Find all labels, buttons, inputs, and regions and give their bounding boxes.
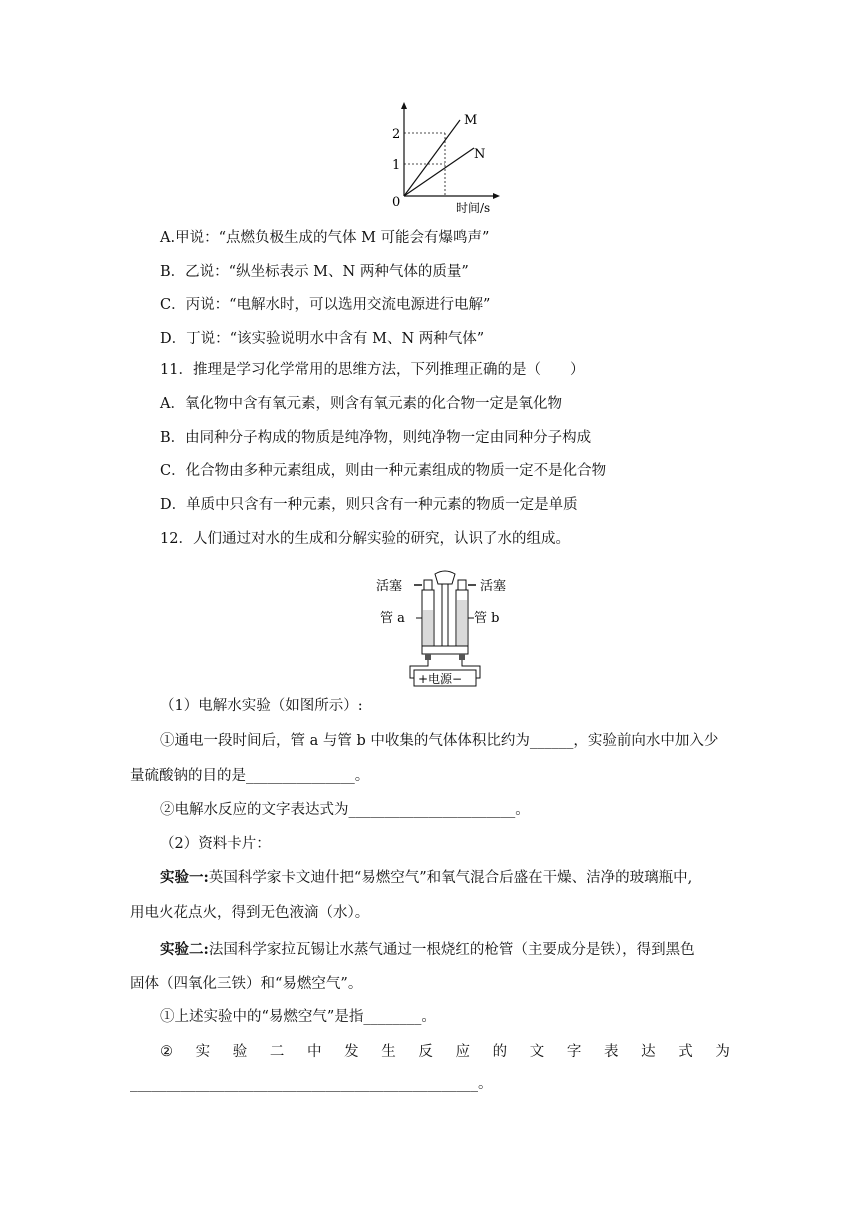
q10-option-d: D．丁说：“该实验说明水中含有 M、N 两种气体”: [160, 331, 485, 347]
stopcock-right-label: 活塞: [480, 579, 507, 594]
gas-volume-graph: [370, 100, 510, 220]
tube-a-label: 管 a: [380, 611, 405, 626]
q2-char: 为: [715, 1044, 730, 1060]
q11-option-b: B．由同种分子构成的物质是纯净物，则纯净物一定由同种分子构成: [160, 430, 592, 446]
tube-b-label: 管 b: [474, 611, 500, 626]
q2-char: 达: [641, 1044, 656, 1060]
y-tick-1: 1: [392, 158, 401, 173]
stopcock-left-body: [424, 580, 432, 590]
q2-char: 的: [492, 1044, 508, 1060]
q11-option-a: A．氧化物中含有氧元素，则含有氧元素的化合物一定是氧化物: [160, 396, 562, 412]
origin-label: 0: [392, 195, 401, 210]
exp2-label: 实验二:: [160, 941, 209, 958]
reservoir-funnel: [435, 571, 455, 584]
q10-option-a: A.甲说：“点燃负极生成的气体 M 可能会有爆鸣声”: [160, 230, 490, 246]
electrolysis-apparatus: [370, 568, 520, 692]
stopcock-left-label: 活塞: [376, 579, 403, 594]
exp1-text1: 英国科学家卡文迪什把“易燃空气”和氧气混合后盛在干燥、洁净的玻璃瓶中,: [208, 870, 693, 886]
q2-char: 反: [418, 1044, 433, 1060]
electrode-right: [459, 654, 465, 660]
bottom-connector: [422, 646, 468, 654]
q11-option-d: D．单质中只含有一种元素，则只含有一种元素的物质一定是单质: [160, 497, 578, 513]
q11-stem: 11．推理是学习化学常用的思维方法，下列推理正确的是（ ）: [160, 362, 585, 378]
q2-char: 发: [344, 1044, 359, 1060]
q2-char: 中: [307, 1044, 322, 1060]
stopcock-right-body: [458, 580, 466, 590]
q12-part1-q1-line2: 量硫酸钠的目的是_______________。: [130, 768, 370, 784]
tube-b-water: [457, 600, 467, 651]
q2-char: 字: [566, 1044, 582, 1060]
exp1-label: 实验一:: [160, 869, 209, 886]
tube-a-water: [423, 610, 433, 651]
q2-char: 实: [195, 1044, 211, 1060]
q2-char: 验: [232, 1044, 248, 1060]
q2-char: 生: [381, 1044, 396, 1060]
q2-char: 文: [529, 1044, 545, 1060]
exp2-text1: 法国科学家拉瓦锡让水蒸气通过一根烧红的枪管（主要成分是铁），得到黑色: [208, 942, 695, 958]
q12-part1-title: （1）电解水实验（如图所示）:: [160, 698, 363, 714]
electrode-left: [425, 654, 431, 660]
exp2-line1: [160, 940, 695, 960]
q2-char: 二: [269, 1044, 285, 1060]
exp2-line2: 固体（四氧化三铁）和“易燃空气”。: [130, 976, 363, 992]
q12-part2-q2-line2: ________________________________________________。: [130, 1076, 493, 1092]
q12-part1-q2: ②电解水反应的文字表达式为_______________________。: [160, 802, 530, 818]
q12-part2-q2-line1: [160, 1042, 730, 1062]
line-n: [404, 148, 474, 196]
power-supply-label: +电源−: [418, 672, 463, 686]
q2-char: 式: [678, 1044, 693, 1060]
q12-part1-q1-line1: ①通电一段时间后，管 a 与管 b 中收集的气体体积比约为______，实验前向水中加入少: [160, 733, 719, 749]
q10-option-b: B．乙说：“纵坐标表示 M、N 两种气体的质量”: [160, 264, 469, 280]
line-m: [404, 120, 460, 196]
exp1-line1: [160, 868, 692, 888]
label-m: M: [464, 113, 478, 128]
exp1-line2: 用电火花点火，得到无色液滴（水）。: [130, 905, 370, 921]
y-axis-arrow: [401, 102, 407, 109]
q2-char: ②: [160, 1044, 173, 1060]
q2-char: 表: [604, 1044, 619, 1060]
q10-option-c: C．丙说：“电解水时，可以选用交流电源进行电解”: [160, 297, 491, 313]
q12-part2-title: （2）资料卡片：: [160, 836, 271, 852]
q12-stem: 12．人们通过对水的生成和分解实验的研究，认识了水的组成。: [160, 531, 570, 547]
x-axis-arrow: [493, 193, 500, 199]
label-n: N: [474, 147, 486, 162]
x-axis-label: 时间/s: [456, 201, 491, 215]
y-tick-2: 2: [392, 127, 401, 142]
q11-option-c: C．化合物由多种元素组成，则由一种元素组成的物质一定不是化合物: [160, 463, 607, 479]
q12-part2-q1: ①上述实验中的“易燃空气”是指________。: [160, 1009, 436, 1025]
q2-char: 应: [455, 1044, 470, 1060]
